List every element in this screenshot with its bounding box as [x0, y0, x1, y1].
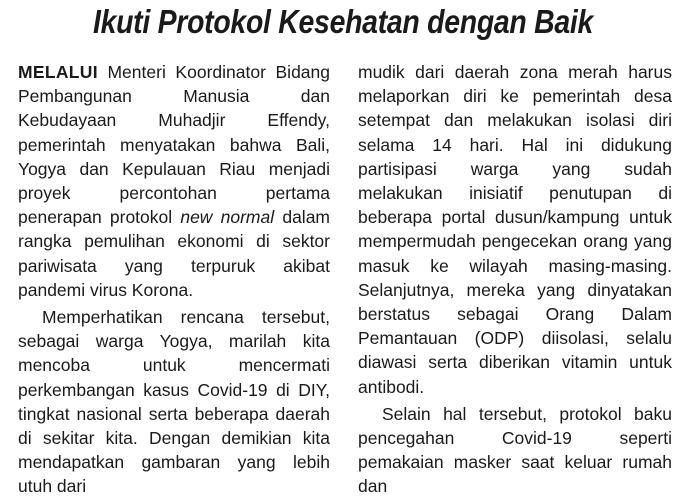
paragraph-text: dalam rangka pemulihan ekonomi di sektor pariwisata yang terpuruk akibat pandemi virus Korona. [18, 207, 330, 300]
paragraph: Memperhatikan rencana tersebut, sebagai warga Yogya, marilah kita mencoba untuk mencermati perkembangan kasus Covid-19 di DIY, tingkat nasional serta beberapa daerah di sekitar kita. Dengan demikian kita mendapatkan gambaran yang lebih utuh dari [18, 307, 330, 497]
paragraph: Selain hal tersebut, protokol baku pencegahan Covid-19 seperti pemakaian masker saat keluar rumah dan [358, 403, 672, 497]
left-column [18, 60, 330, 502]
italic-term: new normal [180, 207, 275, 228]
lead-word: MELALUI [18, 62, 98, 82]
paragraph [18, 60, 330, 302]
right-column [358, 60, 672, 502]
article-headline: Ikuti Protokol Kesehatan dengan Baik [92, 3, 594, 40]
paragraph: mudik dari daerah zona merah harus melaporkan diri ke pemerintah desa setempat dan melakukan isolasi diri selama 14 hari. Hal ini didukung partisipasi warga yang sudah melakukan inisiatif penutupan di beberapa portal dusun/kampung untuk mempermudah pengecekan orang yang masuk ke wilayah masing-masing. Selanjutnya, mereka yang dinyatakan berstatus sebagai Orang Dalam Pemantauan (ODP) diisolasi, selalu diawasi serta diberikan vitamin untuk antibodi. [358, 62, 672, 397]
paragraph-text: Menteri Koordinator Bidang Pembangunan Manusia dan Kebudayaan Muhadjir Effendy, pemerintah menyatakan bahwa Bali, Yogya dan Kepulauan Riau menjadi proyek percontohan pertama penerapan protokol [18, 62, 330, 228]
